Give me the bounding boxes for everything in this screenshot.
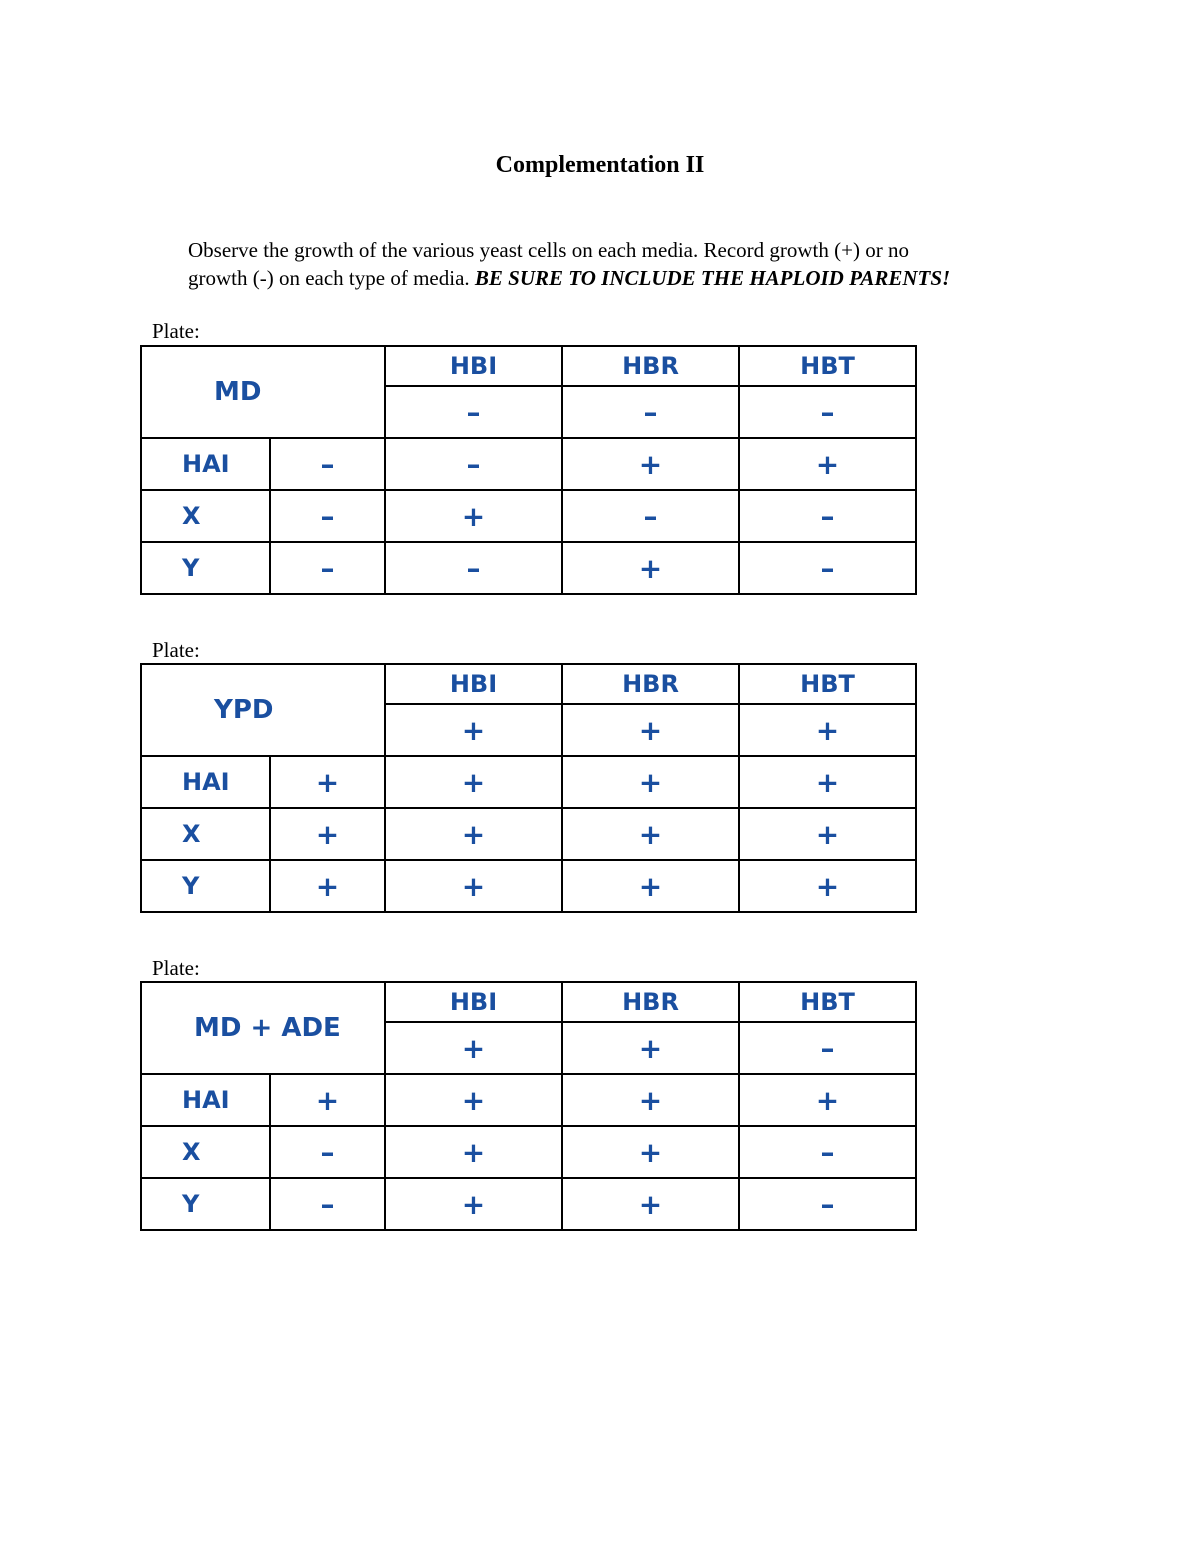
growth-result: + xyxy=(562,756,739,808)
column-header: HBI xyxy=(385,982,562,1022)
media-name: YPD xyxy=(141,664,385,756)
column-result: + xyxy=(385,1022,562,1074)
row-label: X xyxy=(141,490,270,542)
table-row xyxy=(141,1126,916,1178)
column-header: HBI xyxy=(385,664,562,704)
row-label: HAI xyxy=(141,1074,270,1126)
row-label: X xyxy=(141,808,270,860)
table-row xyxy=(141,808,916,860)
instructions-line-2: growth (-) on each type of media. xyxy=(188,266,470,290)
instructions-emphasis: BE SURE TO INCLUDE THE HAPLOID PARENTS! xyxy=(474,266,951,290)
column-header: HBR xyxy=(562,664,739,704)
table-row xyxy=(141,490,916,542)
column-result: + xyxy=(739,704,916,756)
growth-result: + xyxy=(385,1126,562,1178)
table-row xyxy=(141,542,916,594)
column-result: + xyxy=(562,704,739,756)
growth-result: – xyxy=(385,438,562,490)
row-label: HAI xyxy=(141,438,270,490)
media-name: MD + ADE xyxy=(141,982,385,1074)
column-header: HBR xyxy=(562,982,739,1022)
plate-table-2 xyxy=(140,663,917,913)
column-header: HBT xyxy=(739,982,916,1022)
self-result: – xyxy=(270,542,385,594)
growth-result: + xyxy=(562,438,739,490)
growth-result: – xyxy=(739,490,916,542)
table-row xyxy=(141,438,916,490)
growth-result: + xyxy=(739,438,916,490)
plate-table-3 xyxy=(140,981,917,1231)
growth-result: – xyxy=(739,542,916,594)
plate-table-1 xyxy=(140,345,917,595)
growth-result: + xyxy=(739,808,916,860)
column-result: + xyxy=(562,1022,739,1074)
self-result: + xyxy=(270,808,385,860)
growth-result: + xyxy=(385,1178,562,1230)
growth-result: + xyxy=(385,808,562,860)
row-label: Y xyxy=(141,860,270,912)
growth-result: + xyxy=(739,756,916,808)
table-row xyxy=(141,1178,916,1230)
row-label: X xyxy=(141,1126,270,1178)
self-result: – xyxy=(270,490,385,542)
growth-result: + xyxy=(739,860,916,912)
plate-label: Plate: xyxy=(152,956,200,980)
growth-result: + xyxy=(562,1074,739,1126)
growth-result: + xyxy=(739,1074,916,1126)
page-title: Complementation II xyxy=(495,152,705,178)
self-result: – xyxy=(270,1178,385,1230)
column-result: – xyxy=(739,1022,916,1074)
table-row xyxy=(141,1074,916,1126)
column-header: HBI xyxy=(385,346,562,386)
instructions xyxy=(188,236,1088,292)
column-header: HBT xyxy=(739,664,916,704)
self-result: – xyxy=(270,438,385,490)
self-result: + xyxy=(270,860,385,912)
instructions-line-1: Observe the growth of the various yeast cells on each media. Record growth (+) or no xyxy=(188,238,909,262)
row-label: HAI xyxy=(141,756,270,808)
column-result: + xyxy=(385,704,562,756)
column-header: HBR xyxy=(562,346,739,386)
self-result: – xyxy=(270,1126,385,1178)
growth-result: + xyxy=(562,860,739,912)
self-result: + xyxy=(270,756,385,808)
growth-result: – xyxy=(385,542,562,594)
growth-result: + xyxy=(562,1178,739,1230)
column-result: – xyxy=(385,386,562,438)
table-row xyxy=(141,860,916,912)
plate-label: Plate: xyxy=(152,319,200,343)
row-label: Y xyxy=(141,1178,270,1230)
media-name: MD xyxy=(141,346,385,438)
growth-result: + xyxy=(385,860,562,912)
self-result: + xyxy=(270,1074,385,1126)
table-row xyxy=(141,756,916,808)
plate-label: Plate: xyxy=(152,638,200,662)
growth-result: + xyxy=(562,808,739,860)
growth-result: – xyxy=(562,490,739,542)
growth-result: + xyxy=(562,1126,739,1178)
column-result: – xyxy=(739,386,916,438)
growth-result: + xyxy=(385,1074,562,1126)
row-label: Y xyxy=(141,542,270,594)
growth-result: + xyxy=(562,542,739,594)
growth-result: – xyxy=(739,1178,916,1230)
growth-result: + xyxy=(385,490,562,542)
growth-result: + xyxy=(385,756,562,808)
column-result: – xyxy=(562,386,739,438)
growth-result: – xyxy=(739,1126,916,1178)
column-header: HBT xyxy=(739,346,916,386)
